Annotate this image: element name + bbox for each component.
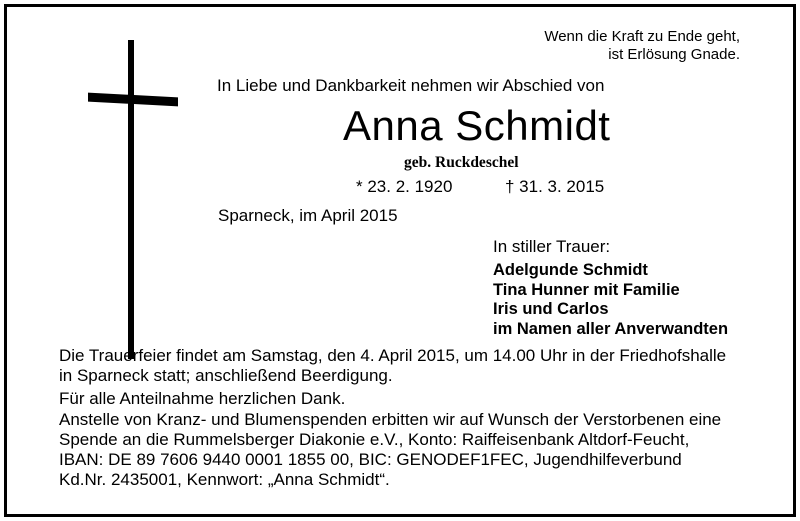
verse-line-2: ist Erlösung Gnade. bbox=[608, 46, 740, 63]
mourning-heading: In stiller Trauer: bbox=[493, 237, 611, 256]
mourner-name: Tina Hunner mit Familie bbox=[493, 280, 680, 299]
mourner-name: Iris und Carlos bbox=[493, 300, 609, 318]
funeral-notice bbox=[59, 346, 726, 386]
funeral-line-1: Die Trauerfeier findet am Samstag, den 4. April 2015, um 14.00 Uhr in der Friedhofshalle bbox=[59, 346, 727, 365]
donation-line-2: Spende an die Rummelsberger Diakonie e.V., Konto: Raiffeisenbank Altdorf-Feucht, bbox=[59, 430, 690, 449]
birth-date: * 23. 2. 1920 bbox=[356, 177, 453, 196]
mourners-list bbox=[493, 261, 728, 339]
cross-vertical-beam bbox=[128, 40, 134, 359]
maiden-name: geb. Ruckdeschel bbox=[404, 154, 519, 171]
verse bbox=[540, 28, 740, 64]
funeral-line-2: in Sparneck statt; anschließend Beerdigung. bbox=[59, 366, 393, 385]
mourner-name: Adelgunde Schmidt bbox=[493, 261, 648, 279]
donation-line-3: IBAN: DE 89 7606 9440 0001 1855 00, BIC: GENODEF1FEC, Jugendhilfeverbund bbox=[59, 450, 682, 469]
death-date: † 31. 3. 2015 bbox=[505, 177, 605, 196]
deceased-name: Anna Schmidt bbox=[343, 102, 611, 149]
intro-text: In Liebe und Dankbarkeit nehmen wir Abschied von bbox=[217, 76, 605, 95]
verse-line-1: Wenn die Kraft zu Ende geht, bbox=[544, 28, 740, 45]
mourner-name: im Namen aller Anverwandten bbox=[493, 319, 729, 338]
thanks-line: Für alle Anteilnahme herzlichen Dank. bbox=[59, 389, 346, 408]
donation-line-1: Anstelle von Kranz- und Blumenspenden erbitten wir auf Wunsch der Verstorbenen eine bbox=[59, 410, 722, 429]
donation-line-4: Kd.Nr. 2435001, Kennwort: „Anna Schmidt“. bbox=[59, 470, 390, 489]
place-date: Sparneck, im April 2015 bbox=[218, 206, 398, 225]
donation-notice bbox=[59, 410, 721, 490]
